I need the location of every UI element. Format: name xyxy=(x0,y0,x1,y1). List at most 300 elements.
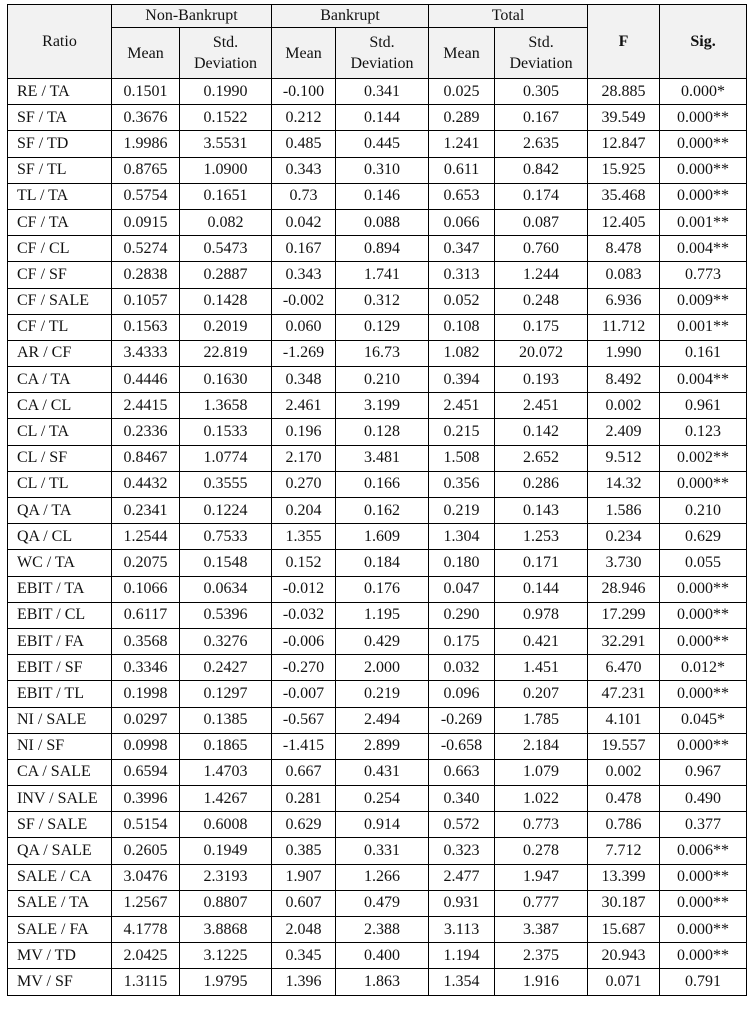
cell-bankrupt-std: 2.494 xyxy=(336,707,429,733)
cell-sig: 0.055 xyxy=(660,550,747,576)
header-std-line2: Deviation xyxy=(193,55,258,72)
cell-bankrupt-std: 0.914 xyxy=(336,812,429,838)
table-row xyxy=(8,209,747,235)
cell-total-std: 1.451 xyxy=(495,655,588,681)
cell-bankrupt-mean: -0.100 xyxy=(272,79,336,105)
cell-f: 2.409 xyxy=(588,419,660,445)
cell-non-bankrupt-mean: 3.4333 xyxy=(112,340,180,366)
cell-non-bankrupt-std: 1.0900 xyxy=(180,157,272,183)
cell-bankrupt-mean: 1.907 xyxy=(272,864,336,890)
cell-f: 0.002 xyxy=(588,393,660,419)
cell-f: 7.712 xyxy=(588,838,660,864)
cell-f: 17.299 xyxy=(588,602,660,628)
cell-non-bankrupt-std: 0.5396 xyxy=(180,602,272,628)
table-row xyxy=(8,707,747,733)
cell-non-bankrupt-std: 0.1865 xyxy=(180,733,272,759)
cell-sig: 0.001** xyxy=(660,314,747,340)
table-row xyxy=(8,733,747,759)
cell-total-std: 2.375 xyxy=(495,943,588,969)
cell-sig: 0.000** xyxy=(660,131,747,157)
cell-sig: 0.377 xyxy=(660,812,747,838)
cell-non-bankrupt-std: 0.1428 xyxy=(180,288,272,314)
cell-non-bankrupt-mean: 3.0476 xyxy=(112,864,180,890)
cell-total-std: 1.022 xyxy=(495,786,588,812)
cell-non-bankrupt-mean: 0.2341 xyxy=(112,498,180,524)
table-row xyxy=(8,105,747,131)
table-row xyxy=(8,471,747,497)
cell-total-std: 2.652 xyxy=(495,445,588,471)
cell-total-std: 0.421 xyxy=(495,628,588,654)
header-group-bankrupt: Bankrupt xyxy=(272,5,429,28)
cell-f: 1.990 xyxy=(588,340,660,366)
cell-bankrupt-mean: 0.485 xyxy=(272,131,336,157)
table-row xyxy=(8,314,747,340)
cell-bankrupt-std: 0.479 xyxy=(336,890,429,916)
cell-total-std: 0.167 xyxy=(495,105,588,131)
cell-bankrupt-std: 0.166 xyxy=(336,471,429,497)
cell-bankrupt-std: 0.894 xyxy=(336,236,429,262)
header-bankrupt-mean: Mean xyxy=(272,28,336,79)
cell-total-mean: 0.219 xyxy=(429,498,495,524)
table-row xyxy=(8,890,747,916)
cell-total-mean: 0.572 xyxy=(429,812,495,838)
cell-f: 20.943 xyxy=(588,943,660,969)
cell-ratio: RE / TA xyxy=(8,79,112,105)
header-total-mean: Mean xyxy=(429,28,495,79)
cell-total-mean: 1.354 xyxy=(429,969,495,995)
cell-f: 14.32 xyxy=(588,471,660,497)
cell-ratio: EBIT / TA xyxy=(8,576,112,602)
cell-non-bankrupt-mean: 1.2567 xyxy=(112,890,180,916)
cell-bankrupt-mean: 0.281 xyxy=(272,786,336,812)
cell-non-bankrupt-std: 1.4703 xyxy=(180,759,272,785)
cell-sig: 0.004** xyxy=(660,367,747,393)
cell-total-std: 0.171 xyxy=(495,550,588,576)
cell-total-std: 0.777 xyxy=(495,890,588,916)
cell-total-mean: 2.477 xyxy=(429,864,495,890)
table-row xyxy=(8,183,747,209)
cell-non-bankrupt-std: 3.5531 xyxy=(180,131,272,157)
cell-bankrupt-std: 0.176 xyxy=(336,576,429,602)
cell-ratio: CL / TA xyxy=(8,419,112,445)
cell-bankrupt-std: 0.146 xyxy=(336,183,429,209)
cell-total-mean: 0.611 xyxy=(429,157,495,183)
cell-bankrupt-std: 0.429 xyxy=(336,628,429,654)
cell-bankrupt-std: 0.445 xyxy=(336,131,429,157)
table-row xyxy=(8,419,747,445)
cell-f: 0.234 xyxy=(588,524,660,550)
cell-bankrupt-std: 1.195 xyxy=(336,602,429,628)
cell-total-mean: 0.347 xyxy=(429,236,495,262)
cell-total-mean: 1.241 xyxy=(429,131,495,157)
cell-f: 28.885 xyxy=(588,79,660,105)
cell-sig: 0.000** xyxy=(660,576,747,602)
cell-sig: 0.006** xyxy=(660,838,747,864)
cell-non-bankrupt-mean: 0.1998 xyxy=(112,681,180,707)
table-row xyxy=(8,786,747,812)
cell-f: 0.786 xyxy=(588,812,660,838)
cell-non-bankrupt-std: 0.1548 xyxy=(180,550,272,576)
cell-non-bankrupt-std: 0.1630 xyxy=(180,367,272,393)
cell-total-mean: 0.180 xyxy=(429,550,495,576)
cell-total-mean: 0.340 xyxy=(429,786,495,812)
cell-bankrupt-std: 0.144 xyxy=(336,105,429,131)
cell-total-mean: 0.931 xyxy=(429,890,495,916)
cell-sig: 0.161 xyxy=(660,340,747,366)
cell-bankrupt-mean: 0.196 xyxy=(272,419,336,445)
cell-ratio: TL / TA xyxy=(8,183,112,209)
cell-sig: 0.000** xyxy=(660,890,747,916)
cell-non-bankrupt-mean: 0.1563 xyxy=(112,314,180,340)
cell-total-std: 2.184 xyxy=(495,733,588,759)
cell-sig: 0.490 xyxy=(660,786,747,812)
cell-total-mean: 0.175 xyxy=(429,628,495,654)
cell-bankrupt-std: 0.331 xyxy=(336,838,429,864)
cell-non-bankrupt-std: 0.1533 xyxy=(180,419,272,445)
cell-f: 39.549 xyxy=(588,105,660,131)
cell-non-bankrupt-mean: 0.6594 xyxy=(112,759,180,785)
cell-sig: 0.000** xyxy=(660,183,747,209)
cell-total-mean: 1.194 xyxy=(429,943,495,969)
cell-total-std: 1.079 xyxy=(495,759,588,785)
cell-non-bankrupt-std: 0.1385 xyxy=(180,707,272,733)
cell-non-bankrupt-mean: 0.4432 xyxy=(112,471,180,497)
cell-total-mean: 0.394 xyxy=(429,367,495,393)
table-row xyxy=(8,367,747,393)
cell-bankrupt-std: 0.312 xyxy=(336,288,429,314)
cell-non-bankrupt-std: 22.819 xyxy=(180,340,272,366)
cell-bankrupt-mean: 0.167 xyxy=(272,236,336,262)
cell-f: 35.468 xyxy=(588,183,660,209)
cell-total-mean: 0.047 xyxy=(429,576,495,602)
cell-sig: 0.000** xyxy=(660,681,747,707)
cell-bankrupt-mean: 0.270 xyxy=(272,471,336,497)
cell-total-mean: 1.082 xyxy=(429,340,495,366)
cell-bankrupt-mean: 0.212 xyxy=(272,105,336,131)
cell-bankrupt-std: 0.310 xyxy=(336,157,429,183)
cell-non-bankrupt-mean: 2.0425 xyxy=(112,943,180,969)
cell-bankrupt-std: 1.266 xyxy=(336,864,429,890)
cell-total-mean: 2.451 xyxy=(429,393,495,419)
cell-bankrupt-mean: -0.012 xyxy=(272,576,336,602)
cell-ratio: SALE / FA xyxy=(8,917,112,943)
cell-bankrupt-mean: 0.204 xyxy=(272,498,336,524)
cell-sig: 0.000** xyxy=(660,733,747,759)
cell-non-bankrupt-std: 0.6008 xyxy=(180,812,272,838)
cell-sig: 0.000** xyxy=(660,602,747,628)
cell-sig: 0.000** xyxy=(660,105,747,131)
cell-f: 9.512 xyxy=(588,445,660,471)
cell-non-bankrupt-mean: 0.3676 xyxy=(112,105,180,131)
cell-ratio: QA / SALE xyxy=(8,838,112,864)
table-row xyxy=(8,628,747,654)
cell-total-std: 2.635 xyxy=(495,131,588,157)
cell-bankrupt-std: 16.73 xyxy=(336,340,429,366)
cell-bankrupt-mean: 0.607 xyxy=(272,890,336,916)
cell-total-mean: 0.052 xyxy=(429,288,495,314)
cell-non-bankrupt-std: 0.082 xyxy=(180,209,272,235)
cell-bankrupt-mean: 2.048 xyxy=(272,917,336,943)
cell-f: 15.687 xyxy=(588,917,660,943)
cell-bankrupt-std: 0.129 xyxy=(336,314,429,340)
cell-non-bankrupt-mean: 0.2075 xyxy=(112,550,180,576)
cell-total-std: 0.248 xyxy=(495,288,588,314)
cell-total-mean: 0.356 xyxy=(429,471,495,497)
cell-ratio: SF / SALE xyxy=(8,812,112,838)
cell-sig: 0.002** xyxy=(660,445,747,471)
header-total-std xyxy=(495,28,588,79)
cell-bankrupt-mean: -1.269 xyxy=(272,340,336,366)
cell-total-mean: 0.323 xyxy=(429,838,495,864)
cell-bankrupt-mean: -0.002 xyxy=(272,288,336,314)
cell-f: 28.946 xyxy=(588,576,660,602)
cell-ratio: WC / TA xyxy=(8,550,112,576)
table-row xyxy=(8,524,747,550)
table-row xyxy=(8,576,747,602)
header-ratio: Ratio xyxy=(8,5,112,79)
table-body xyxy=(8,79,747,996)
table-row xyxy=(8,340,747,366)
cell-total-mean: 0.313 xyxy=(429,262,495,288)
cell-non-bankrupt-mean: 0.1066 xyxy=(112,576,180,602)
header-f: F xyxy=(588,5,660,79)
cell-bankrupt-mean: 1.396 xyxy=(272,969,336,995)
cell-non-bankrupt-mean: 0.3346 xyxy=(112,655,180,681)
ratio-statistics-table xyxy=(7,4,747,996)
cell-sig: 0.000** xyxy=(660,864,747,890)
cell-ratio: CF / CL xyxy=(8,236,112,262)
cell-bankrupt-mean: 0.060 xyxy=(272,314,336,340)
cell-bankrupt-std: 0.184 xyxy=(336,550,429,576)
cell-f: 12.847 xyxy=(588,131,660,157)
header-std-line1: Std. xyxy=(212,34,239,51)
cell-f: 8.492 xyxy=(588,367,660,393)
cell-sig: 0.000** xyxy=(660,471,747,497)
cell-total-std: 0.842 xyxy=(495,157,588,183)
cell-non-bankrupt-std: 1.3658 xyxy=(180,393,272,419)
cell-non-bankrupt-std: 0.1522 xyxy=(180,105,272,131)
cell-ratio: CF / TA xyxy=(8,209,112,235)
cell-total-mean: 0.025 xyxy=(429,79,495,105)
cell-ratio: NI / SF xyxy=(8,733,112,759)
cell-non-bankrupt-mean: 0.0297 xyxy=(112,707,180,733)
header-std-line1: Std. xyxy=(369,34,395,51)
cell-bankrupt-std: 0.128 xyxy=(336,419,429,445)
cell-ratio: SALE / TA xyxy=(8,890,112,916)
cell-non-bankrupt-std: 1.0774 xyxy=(180,445,272,471)
cell-sig: 0.629 xyxy=(660,524,747,550)
cell-f: 47.231 xyxy=(588,681,660,707)
cell-sig: 0.967 xyxy=(660,759,747,785)
cell-ratio: QA / CL xyxy=(8,524,112,550)
cell-bankrupt-std: 3.199 xyxy=(336,393,429,419)
cell-total-mean: 1.304 xyxy=(429,524,495,550)
cell-non-bankrupt-std: 3.1225 xyxy=(180,943,272,969)
table-row xyxy=(8,943,747,969)
cell-f: 6.936 xyxy=(588,288,660,314)
cell-non-bankrupt-mean: 0.2838 xyxy=(112,262,180,288)
header-non-bankrupt-std xyxy=(180,28,272,79)
cell-ratio: INV / SALE xyxy=(8,786,112,812)
cell-total-std: 0.760 xyxy=(495,236,588,262)
cell-ratio: EBIT / FA xyxy=(8,628,112,654)
cell-non-bankrupt-std: 0.1949 xyxy=(180,838,272,864)
table-row xyxy=(8,157,747,183)
cell-bankrupt-mean: 0.73 xyxy=(272,183,336,209)
cell-bankrupt-std: 0.210 xyxy=(336,367,429,393)
cell-ratio: CF / SALE xyxy=(8,288,112,314)
table-row xyxy=(8,445,747,471)
cell-total-mean: -0.658 xyxy=(429,733,495,759)
cell-total-std: 0.142 xyxy=(495,419,588,445)
cell-non-bankrupt-std: 0.1224 xyxy=(180,498,272,524)
cell-f: 13.399 xyxy=(588,864,660,890)
cell-total-std: 1.785 xyxy=(495,707,588,733)
cell-total-mean: 0.108 xyxy=(429,314,495,340)
table-row xyxy=(8,681,747,707)
cell-f: 6.470 xyxy=(588,655,660,681)
cell-sig: 0.000* xyxy=(660,79,747,105)
cell-f: 15.925 xyxy=(588,157,660,183)
cell-total-mean: 0.653 xyxy=(429,183,495,209)
cell-bankrupt-mean: 0.667 xyxy=(272,759,336,785)
cell-total-mean: 0.663 xyxy=(429,759,495,785)
cell-sig: 0.045* xyxy=(660,707,747,733)
cell-non-bankrupt-std: 0.0634 xyxy=(180,576,272,602)
table-row xyxy=(8,812,747,838)
cell-total-std: 0.207 xyxy=(495,681,588,707)
cell-non-bankrupt-mean: 0.1057 xyxy=(112,288,180,314)
cell-non-bankrupt-std: 0.3555 xyxy=(180,471,272,497)
cell-sig: 0.210 xyxy=(660,498,747,524)
cell-total-mean: 1.508 xyxy=(429,445,495,471)
cell-non-bankrupt-std: 0.3276 xyxy=(180,628,272,654)
cell-ratio: EBIT / TL xyxy=(8,681,112,707)
cell-bankrupt-std: 0.341 xyxy=(336,79,429,105)
cell-bankrupt-std: 2.000 xyxy=(336,655,429,681)
cell-bankrupt-mean: 0.348 xyxy=(272,367,336,393)
header-group-non-bankrupt: Non-Bankrupt xyxy=(112,5,272,28)
table-row xyxy=(8,550,747,576)
cell-sig: 0.773 xyxy=(660,262,747,288)
cell-bankrupt-mean: 0.345 xyxy=(272,943,336,969)
cell-ratio: CA / SALE xyxy=(8,759,112,785)
table-header xyxy=(8,5,747,79)
cell-total-std: 0.773 xyxy=(495,812,588,838)
cell-bankrupt-mean: 2.170 xyxy=(272,445,336,471)
cell-f: 12.405 xyxy=(588,209,660,235)
cell-total-mean: 0.066 xyxy=(429,209,495,235)
cell-f: 4.101 xyxy=(588,707,660,733)
table-row xyxy=(8,262,747,288)
table-row xyxy=(8,131,747,157)
cell-non-bankrupt-mean: 2.4415 xyxy=(112,393,180,419)
cell-ratio: CL / TL xyxy=(8,471,112,497)
cell-total-mean: 0.215 xyxy=(429,419,495,445)
table-row xyxy=(8,969,747,995)
cell-bankrupt-mean: 0.385 xyxy=(272,838,336,864)
cell-total-std: 2.451 xyxy=(495,393,588,419)
cell-non-bankrupt-std: 0.8807 xyxy=(180,890,272,916)
cell-sig: 0.009** xyxy=(660,288,747,314)
cell-total-std: 0.143 xyxy=(495,498,588,524)
table-row xyxy=(8,498,747,524)
cell-f: 19.557 xyxy=(588,733,660,759)
cell-non-bankrupt-mean: 0.2605 xyxy=(112,838,180,864)
cell-f: 8.478 xyxy=(588,236,660,262)
table-row xyxy=(8,864,747,890)
cell-ratio: QA / TA xyxy=(8,498,112,524)
cell-non-bankrupt-mean: 1.2544 xyxy=(112,524,180,550)
cell-bankrupt-std: 3.481 xyxy=(336,445,429,471)
cell-bankrupt-std: 0.431 xyxy=(336,759,429,785)
cell-ratio: CF / SF xyxy=(8,262,112,288)
cell-sig: 0.961 xyxy=(660,393,747,419)
cell-bankrupt-std: 2.899 xyxy=(336,733,429,759)
header-std-line2: Deviation xyxy=(350,55,414,72)
cell-bankrupt-std: 0.088 xyxy=(336,209,429,235)
cell-non-bankrupt-std: 0.2887 xyxy=(180,262,272,288)
table-row xyxy=(8,655,747,681)
cell-non-bankrupt-mean: 0.8765 xyxy=(112,157,180,183)
cell-non-bankrupt-mean: 0.5274 xyxy=(112,236,180,262)
cell-total-mean: 3.113 xyxy=(429,917,495,943)
cell-sig: 0.123 xyxy=(660,419,747,445)
cell-total-mean: -0.269 xyxy=(429,707,495,733)
table-row xyxy=(8,236,747,262)
cell-bankrupt-mean: -0.007 xyxy=(272,681,336,707)
cell-sig: 0.000** xyxy=(660,943,747,969)
cell-bankrupt-mean: -0.270 xyxy=(272,655,336,681)
cell-bankrupt-mean: -0.006 xyxy=(272,628,336,654)
cell-total-std: 0.305 xyxy=(495,79,588,105)
table-row xyxy=(8,838,747,864)
cell-bankrupt-std: 1.741 xyxy=(336,262,429,288)
table-row xyxy=(8,79,747,105)
cell-non-bankrupt-mean: 0.6117 xyxy=(112,602,180,628)
cell-bankrupt-std: 0.400 xyxy=(336,943,429,969)
cell-sig: 0.791 xyxy=(660,969,747,995)
header-bankrupt-std xyxy=(336,28,429,79)
cell-non-bankrupt-mean: 0.2336 xyxy=(112,419,180,445)
cell-bankrupt-mean: 0.343 xyxy=(272,157,336,183)
cell-bankrupt-std: 0.254 xyxy=(336,786,429,812)
cell-sig: 0.000** xyxy=(660,157,747,183)
cell-total-mean: 0.032 xyxy=(429,655,495,681)
cell-non-bankrupt-mean: 0.3996 xyxy=(112,786,180,812)
cell-non-bankrupt-mean: 0.5154 xyxy=(112,812,180,838)
cell-total-mean: 0.290 xyxy=(429,602,495,628)
cell-non-bankrupt-std: 1.4267 xyxy=(180,786,272,812)
cell-total-mean: 0.289 xyxy=(429,105,495,131)
header-non-bankrupt-mean: Mean xyxy=(112,28,180,79)
table-row xyxy=(8,759,747,785)
table-row xyxy=(8,393,747,419)
header-std-line1: Std. xyxy=(528,34,554,51)
cell-bankrupt-std: 1.609 xyxy=(336,524,429,550)
table-row xyxy=(8,917,747,943)
cell-bankrupt-std: 1.863 xyxy=(336,969,429,995)
cell-ratio: MV / TD xyxy=(8,943,112,969)
cell-total-std: 0.193 xyxy=(495,367,588,393)
cell-non-bankrupt-std: 3.8868 xyxy=(180,917,272,943)
cell-bankrupt-mean: 2.461 xyxy=(272,393,336,419)
cell-non-bankrupt-mean: 1.3115 xyxy=(112,969,180,995)
cell-ratio: CF / TL xyxy=(8,314,112,340)
cell-bankrupt-mean: 0.152 xyxy=(272,550,336,576)
cell-total-std: 1.916 xyxy=(495,969,588,995)
table-row xyxy=(8,288,747,314)
